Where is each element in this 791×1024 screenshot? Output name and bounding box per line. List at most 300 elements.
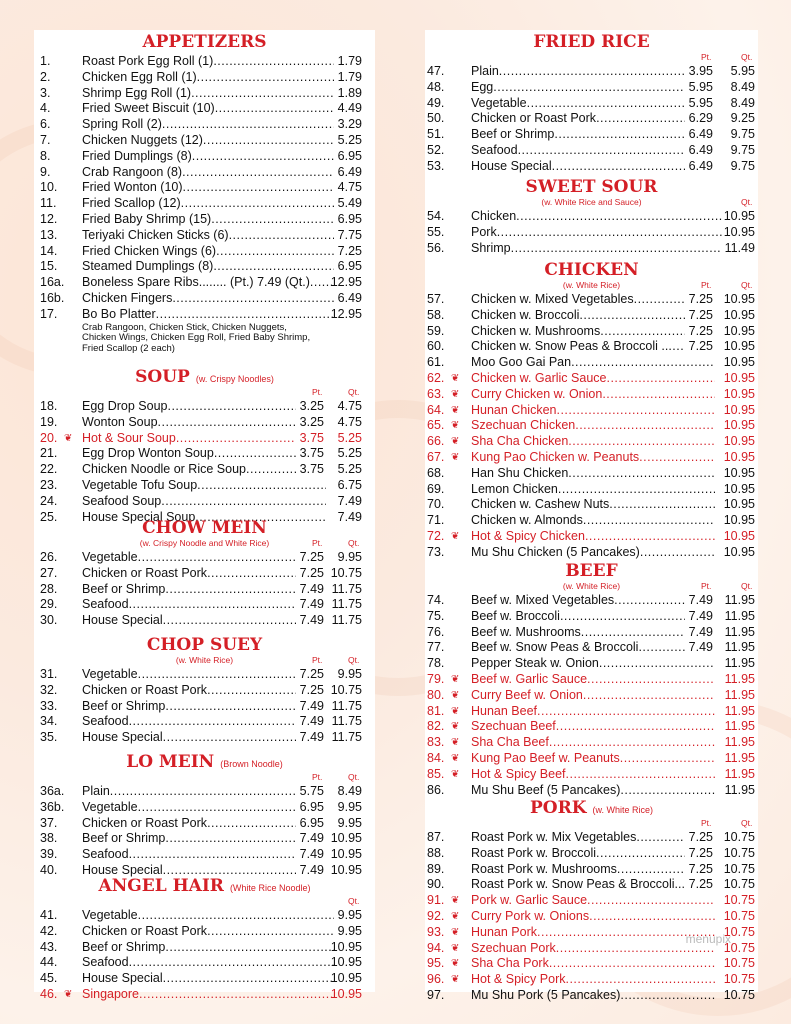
dot-leader <box>192 149 334 165</box>
price-pint: 7.25 <box>688 323 713 338</box>
price-quart: 5.25 <box>337 446 362 461</box>
menu-item[interactable] <box>425 96 758 112</box>
price-quart: 10.95 <box>723 386 755 401</box>
menu-item[interactable] <box>34 291 375 307</box>
item-name-leader <box>471 846 685 862</box>
item-number: 78. <box>427 656 445 671</box>
section-subtitle <box>34 538 375 548</box>
menu-item[interactable] <box>34 940 375 956</box>
price-quart: 10.95 <box>330 986 362 1001</box>
menu-item[interactable] <box>425 387 758 403</box>
menu-item[interactable] <box>34 613 375 629</box>
dot-leader <box>527 96 685 112</box>
menu-item[interactable] <box>34 699 375 715</box>
item-name: Beef or Shrimp <box>82 698 166 713</box>
price-pint: 6.49 <box>688 127 713 142</box>
item-name-leader <box>82 613 296 629</box>
item-number: 35. <box>40 730 58 745</box>
menu-item[interactable] <box>425 672 758 688</box>
item-number: 38. <box>40 831 58 846</box>
price-quart: 8.49 <box>730 95 755 110</box>
dot-leader <box>162 117 334 133</box>
menu-item[interactable] <box>34 955 375 971</box>
menu-item[interactable] <box>34 275 375 291</box>
menu-item[interactable] <box>34 987 375 1003</box>
dot-leader <box>207 566 296 582</box>
price-quart: 9.95 <box>337 550 362 564</box>
dot-leader <box>585 529 715 545</box>
price-quart: 11.75 <box>331 730 362 745</box>
item-name-leader <box>471 209 722 225</box>
item-name-leader <box>471 466 715 482</box>
dot-leader <box>596 846 685 862</box>
item-number: 85. <box>427 766 445 781</box>
item-name-leader <box>471 418 715 434</box>
menu-item[interactable] <box>34 244 375 260</box>
dot-leader <box>549 735 715 751</box>
menu-item[interactable] <box>425 545 758 561</box>
menu-item[interactable] <box>34 924 375 940</box>
dot-leader <box>138 800 296 816</box>
price-pint: 7.49 <box>299 581 324 596</box>
item-name: Hunan Pork <box>471 924 538 939</box>
dot-leader <box>138 667 296 683</box>
menu-item[interactable] <box>34 494 375 510</box>
dot-leader <box>638 640 685 656</box>
menu-item[interactable] <box>425 719 758 735</box>
dot-leader <box>587 672 715 688</box>
menu-item[interactable] <box>425 830 758 846</box>
menu-item[interactable] <box>425 972 758 988</box>
price-quart: 10.95 <box>723 355 755 370</box>
price-quart: 10.95 <box>723 513 755 528</box>
price-quart: 10.95 <box>723 418 755 433</box>
menu-item[interactable] <box>34 133 375 149</box>
menu-item[interactable] <box>34 446 375 462</box>
price-quart: 10.75 <box>723 877 755 892</box>
item-name-leader <box>471 80 685 96</box>
menu-list <box>34 399 375 525</box>
quart-header: Qt. <box>348 655 360 665</box>
item-name: Beef or Shrimp <box>82 939 166 954</box>
menu-item[interactable] <box>425 735 758 751</box>
item-name-leader <box>471 783 715 799</box>
item-name: House Special <box>82 971 163 986</box>
item-name-leader <box>471 143 685 159</box>
menu-item[interactable] <box>425 656 758 672</box>
dot-leader <box>583 688 715 704</box>
price-pint: 7.25 <box>688 292 713 306</box>
item-number: 22. <box>40 462 58 477</box>
item-name: Hunan Beef <box>471 703 538 718</box>
item-name-leader <box>471 292 685 308</box>
appetizers-section <box>34 32 375 359</box>
price-quart: 9.75 <box>730 142 755 157</box>
item-name-leader <box>82 987 334 1003</box>
menu-item[interactable] <box>34 462 375 478</box>
item-name-leader <box>471 972 715 988</box>
item-name: Pork <box>471 224 497 239</box>
pint-header: Pt. <box>312 655 323 665</box>
dot-leader <box>129 847 296 863</box>
price-quart: 5.25 <box>337 430 362 445</box>
item-name: House Special <box>471 158 552 173</box>
price-quart: 10.75 <box>723 845 755 860</box>
menu-item[interactable] <box>425 909 758 925</box>
dot-leader <box>183 180 334 196</box>
price-pint: 6.95 <box>299 799 324 814</box>
item-name-leader <box>82 784 296 800</box>
price-pint: 6.29 <box>688 111 713 126</box>
pint-header: Pt. <box>312 538 323 548</box>
dot-leader <box>575 418 715 434</box>
menu-item[interactable] <box>425 339 758 355</box>
section-title <box>425 32 758 52</box>
item-name: Kung Pao Chicken w. Peanuts <box>471 449 640 464</box>
menu-item[interactable] <box>425 846 758 862</box>
item-name-leader <box>82 462 296 478</box>
dot-leader <box>203 133 334 149</box>
price-pint: 3.95 <box>688 64 713 78</box>
item-name-leader <box>82 165 334 181</box>
price-pint: 7.49 <box>299 698 324 713</box>
menu-item[interactable] <box>34 597 375 613</box>
item-number: 49. <box>427 95 445 110</box>
item-name: Szechuan Pork <box>471 940 556 955</box>
item-name-leader <box>82 54 334 70</box>
menu-item[interactable] <box>425 767 758 783</box>
item-name-leader <box>82 149 334 165</box>
item-number: 47. <box>427 64 445 78</box>
price-quart: 11.95 <box>724 750 755 765</box>
menu-item[interactable] <box>425 688 758 704</box>
menu-item[interactable] <box>34 228 375 244</box>
item-name: Chicken or Roast Pork <box>82 682 208 697</box>
chili-pepper-icon: ❦ <box>451 942 460 954</box>
menu-item[interactable] <box>425 893 758 909</box>
menu-item[interactable] <box>34 566 375 582</box>
menu-item[interactable] <box>425 80 758 96</box>
item-name-leader <box>471 241 722 257</box>
section-subtitle-text: (w. Crispy Noodle and White Rice) <box>139 538 270 548</box>
item-name-leader <box>471 767 715 783</box>
platter-description-text: Crab Rangoon, Chicken Stick, Chicken Nuggets, Chicken Wings, Chicken Egg Roll, Fried Baby Shrimp, Fried Scallop (2 each) <box>82 321 311 354</box>
menu-item[interactable] <box>34 908 375 924</box>
item-name: Mu Shu Beef (5 Pancakes) <box>471 782 621 797</box>
item-name-leader <box>82 212 334 228</box>
menu-item[interactable] <box>34 847 375 863</box>
menu-item[interactable] <box>34 86 375 102</box>
menu-item[interactable] <box>425 418 758 434</box>
item-name: Roast Pork w. Snow Peas & Broccoli.. <box>471 877 682 892</box>
item-name: Roast Pork w. Broccoli <box>471 845 597 860</box>
price-quart: 10.95 <box>330 939 362 954</box>
item-name-leader <box>471 988 715 1004</box>
section-title-text: CHOP SUEY <box>146 635 263 655</box>
menu-item[interactable] <box>425 159 758 175</box>
pint-header: Pt. <box>701 818 712 828</box>
menu-item[interactable] <box>34 180 375 196</box>
price-quart: 10.95 <box>723 528 755 543</box>
menu-item[interactable] <box>425 241 758 257</box>
dot-leader <box>579 308 685 324</box>
item-number: 48. <box>427 79 445 94</box>
menu-item[interactable] <box>425 371 758 387</box>
price-pint: 7.49 <box>299 597 324 612</box>
item-name: Beef or Shrimp <box>82 831 166 846</box>
menu-item[interactable] <box>34 101 375 117</box>
item-number: 1. <box>40 54 51 68</box>
section-note: (w. Crispy Noodles) <box>195 374 274 384</box>
price-pint: 3.75 <box>299 446 324 461</box>
dot-leader <box>165 831 296 847</box>
item-name: Mu Shu Pork (5 Pancakes) <box>471 987 621 1002</box>
price-quart: 10.95 <box>330 847 362 862</box>
dot-leader <box>167 399 296 415</box>
item-name-leader <box>471 941 715 957</box>
menu-item[interactable] <box>34 800 375 816</box>
item-number: 63. <box>427 386 445 401</box>
item-number: 16b. <box>40 290 65 305</box>
menu-item[interactable] <box>425 403 758 419</box>
menu-item[interactable] <box>425 704 758 720</box>
price-quart: 1.79 <box>337 54 362 68</box>
price-quart: 6.75 <box>337 477 362 492</box>
menu-item[interactable] <box>425 64 758 80</box>
item-name: Vegetable <box>471 95 527 110</box>
menu-item[interactable] <box>425 497 758 513</box>
menu-item[interactable] <box>34 399 375 415</box>
chili-pepper-icon: ❦ <box>451 752 460 764</box>
menu-item[interactable] <box>425 466 758 482</box>
chili-pepper-icon: ❦ <box>451 388 460 400</box>
price-pint: 5.75 <box>299 784 324 798</box>
price-quart: 10.95 <box>723 370 755 385</box>
dot-leader <box>163 971 334 987</box>
item-name: Seafood <box>82 847 129 862</box>
section-subtitle <box>425 818 758 828</box>
item-name: Plain <box>82 784 110 798</box>
menu-item[interactable] <box>34 307 375 323</box>
menu-item[interactable] <box>425 143 758 159</box>
item-name: Roast Pork Egg Roll (1) <box>82 54 214 68</box>
menu-item[interactable] <box>425 482 758 498</box>
item-name: Seafood Soup <box>82 493 162 508</box>
item-name-leader <box>82 431 296 447</box>
item-number: 56. <box>427 240 445 255</box>
item-name: Beef w. Mixed Vegetables <box>471 593 615 607</box>
dot-leader <box>583 513 715 529</box>
section-title-text: SOUP <box>135 367 190 387</box>
item-name: Vegetable <box>82 799 138 814</box>
item-name-leader <box>82 714 296 730</box>
dot-leader <box>213 259 334 275</box>
price-quart: 10.95 <box>723 434 755 449</box>
item-name: Chicken or Roast Pork <box>82 923 208 938</box>
price-quart: 4.75 <box>337 180 362 195</box>
dot-leader <box>634 292 685 308</box>
chow-mein-section <box>34 518 375 629</box>
menu-item[interactable] <box>34 415 375 431</box>
menu-item[interactable] <box>34 730 375 746</box>
menu-list <box>425 830 758 1004</box>
price-quart: 10.75 <box>723 893 755 908</box>
dot-leader <box>197 70 334 86</box>
price-quart: 11.75 <box>331 613 362 628</box>
price-quart: 5.95 <box>730 64 755 78</box>
menu-item[interactable] <box>425 988 758 1004</box>
item-number: 94. <box>427 940 445 955</box>
item-name-leader <box>471 656 715 672</box>
menu-item[interactable] <box>425 609 758 625</box>
menu-item[interactable] <box>34 196 375 212</box>
menu-item[interactable] <box>425 751 758 767</box>
section-subtitle <box>34 896 375 906</box>
item-number: 54. <box>427 209 445 223</box>
chili-pepper-icon: ❦ <box>451 673 460 685</box>
chili-pepper-icon: ❦ <box>451 721 460 733</box>
menu-item[interactable] <box>34 259 375 275</box>
item-name-leader <box>471 324 685 340</box>
item-number: 28. <box>40 581 58 596</box>
item-name: Crab Rangoon (8) <box>82 164 183 179</box>
item-name: Shrimp Egg Roll (1) <box>82 85 192 100</box>
menu-item[interactable] <box>425 127 758 143</box>
menu-item[interactable] <box>34 165 375 181</box>
menu-item[interactable] <box>34 683 375 699</box>
menu-item[interactable] <box>425 225 758 241</box>
item-name-leader <box>471 96 685 112</box>
menu-list <box>34 908 375 1003</box>
price-quart: 10.75 <box>723 908 755 923</box>
menu-list <box>425 593 758 798</box>
menu-item[interactable] <box>425 308 758 324</box>
menu-item[interactable] <box>34 714 375 730</box>
menu-item[interactable] <box>425 877 758 893</box>
price-quart: 10.75 <box>723 972 755 987</box>
item-number: 26. <box>40 550 58 564</box>
menu-item[interactable] <box>34 550 375 566</box>
menu-item[interactable] <box>425 434 758 450</box>
item-name: Vegetable <box>82 667 138 681</box>
menu-item[interactable] <box>34 831 375 847</box>
menu-item[interactable] <box>34 117 375 133</box>
menu-item[interactable] <box>34 784 375 800</box>
menu-list <box>425 209 758 256</box>
menu-item[interactable] <box>425 862 758 878</box>
item-number: 32. <box>40 682 58 697</box>
dot-leader <box>556 719 715 735</box>
item-name-leader <box>471 529 715 545</box>
item-number: 96. <box>427 972 445 987</box>
dot-leader <box>636 830 685 846</box>
menu-item[interactable] <box>425 324 758 340</box>
menu-item[interactable] <box>34 431 375 447</box>
item-name-leader <box>471 159 685 175</box>
menu-item[interactable] <box>425 529 758 545</box>
chili-pepper-icon: ❦ <box>451 530 460 542</box>
section-subtitle-text: (w. White Rice) <box>175 655 234 665</box>
menu-item[interactable] <box>425 956 758 972</box>
item-number: 73. <box>427 544 445 559</box>
item-name-leader <box>82 940 334 956</box>
item-name-leader <box>471 751 715 767</box>
dot-leader <box>172 291 334 307</box>
item-name-leader <box>471 339 685 355</box>
item-name: Hot & Sour Soup <box>82 430 176 445</box>
price-quart: 9.95 <box>337 908 362 922</box>
menu-item[interactable] <box>425 111 758 127</box>
left-menu-column <box>34 30 375 1001</box>
menu-item[interactable] <box>425 450 758 466</box>
price-pint: 7.49 <box>299 831 324 846</box>
menu-item[interactable] <box>425 783 758 799</box>
item-number: 9. <box>40 164 51 179</box>
menu-item[interactable] <box>34 212 375 228</box>
dot-leader <box>158 415 296 431</box>
menu-item[interactable] <box>34 582 375 598</box>
item-name: Chicken Nuggets (12) <box>82 132 203 147</box>
menu-item[interactable] <box>425 640 758 656</box>
dot-leader <box>499 64 685 80</box>
section-title-text: CHOW MEIN <box>142 518 267 538</box>
menu-item[interactable] <box>425 593 758 609</box>
menu-item[interactable] <box>425 209 758 225</box>
menu-item[interactable] <box>34 149 375 165</box>
menu-item[interactable] <box>34 70 375 86</box>
price-quart: 10.95 <box>330 955 362 970</box>
chili-pepper-icon: ❦ <box>64 988 73 1000</box>
menu-item[interactable] <box>425 625 758 641</box>
menu-item[interactable] <box>34 667 375 683</box>
pint-header: Pt. <box>312 387 323 397</box>
item-name-leader <box>82 117 334 133</box>
menu-item[interactable] <box>425 292 758 308</box>
menu-item[interactable] <box>34 478 375 494</box>
section-title-text: PORK <box>529 798 587 818</box>
item-number: 60. <box>427 339 445 354</box>
pint-header: Pt. <box>312 772 323 782</box>
chili-pepper-icon: ❦ <box>451 436 460 448</box>
item-name: Chicken w. Cashew Nuts <box>471 497 610 512</box>
item-name-leader <box>82 399 296 415</box>
price-quart: 10.75 <box>723 924 755 939</box>
menu-item[interactable] <box>425 355 758 371</box>
menu-item[interactable] <box>425 513 758 529</box>
item-name-leader <box>471 308 685 324</box>
price-quart: 11.95 <box>724 719 755 734</box>
item-name: Egg Drop Soup <box>82 399 168 413</box>
dot-leader <box>552 159 685 175</box>
dot-leader <box>568 466 715 482</box>
price-quart: 10.95 <box>330 971 362 986</box>
price-quart: 10.95 <box>723 449 755 464</box>
dot-leader <box>617 862 685 878</box>
item-name-leader <box>471 371 715 387</box>
item-name-leader <box>82 70 334 86</box>
item-number: 21. <box>40 446 58 461</box>
price-pint: 3.75 <box>299 430 324 445</box>
price-pint: 7.49 <box>688 624 713 639</box>
menu-item[interactable] <box>34 971 375 987</box>
item-number: 86. <box>427 782 445 797</box>
price-quart: 11.75 <box>331 714 362 729</box>
menu-item[interactable] <box>34 54 375 70</box>
price-quart: 4.75 <box>337 399 362 413</box>
item-name: Egg Drop Wonton Soup <box>82 446 214 461</box>
dot-leader <box>565 972 715 988</box>
menu-item[interactable] <box>34 816 375 832</box>
